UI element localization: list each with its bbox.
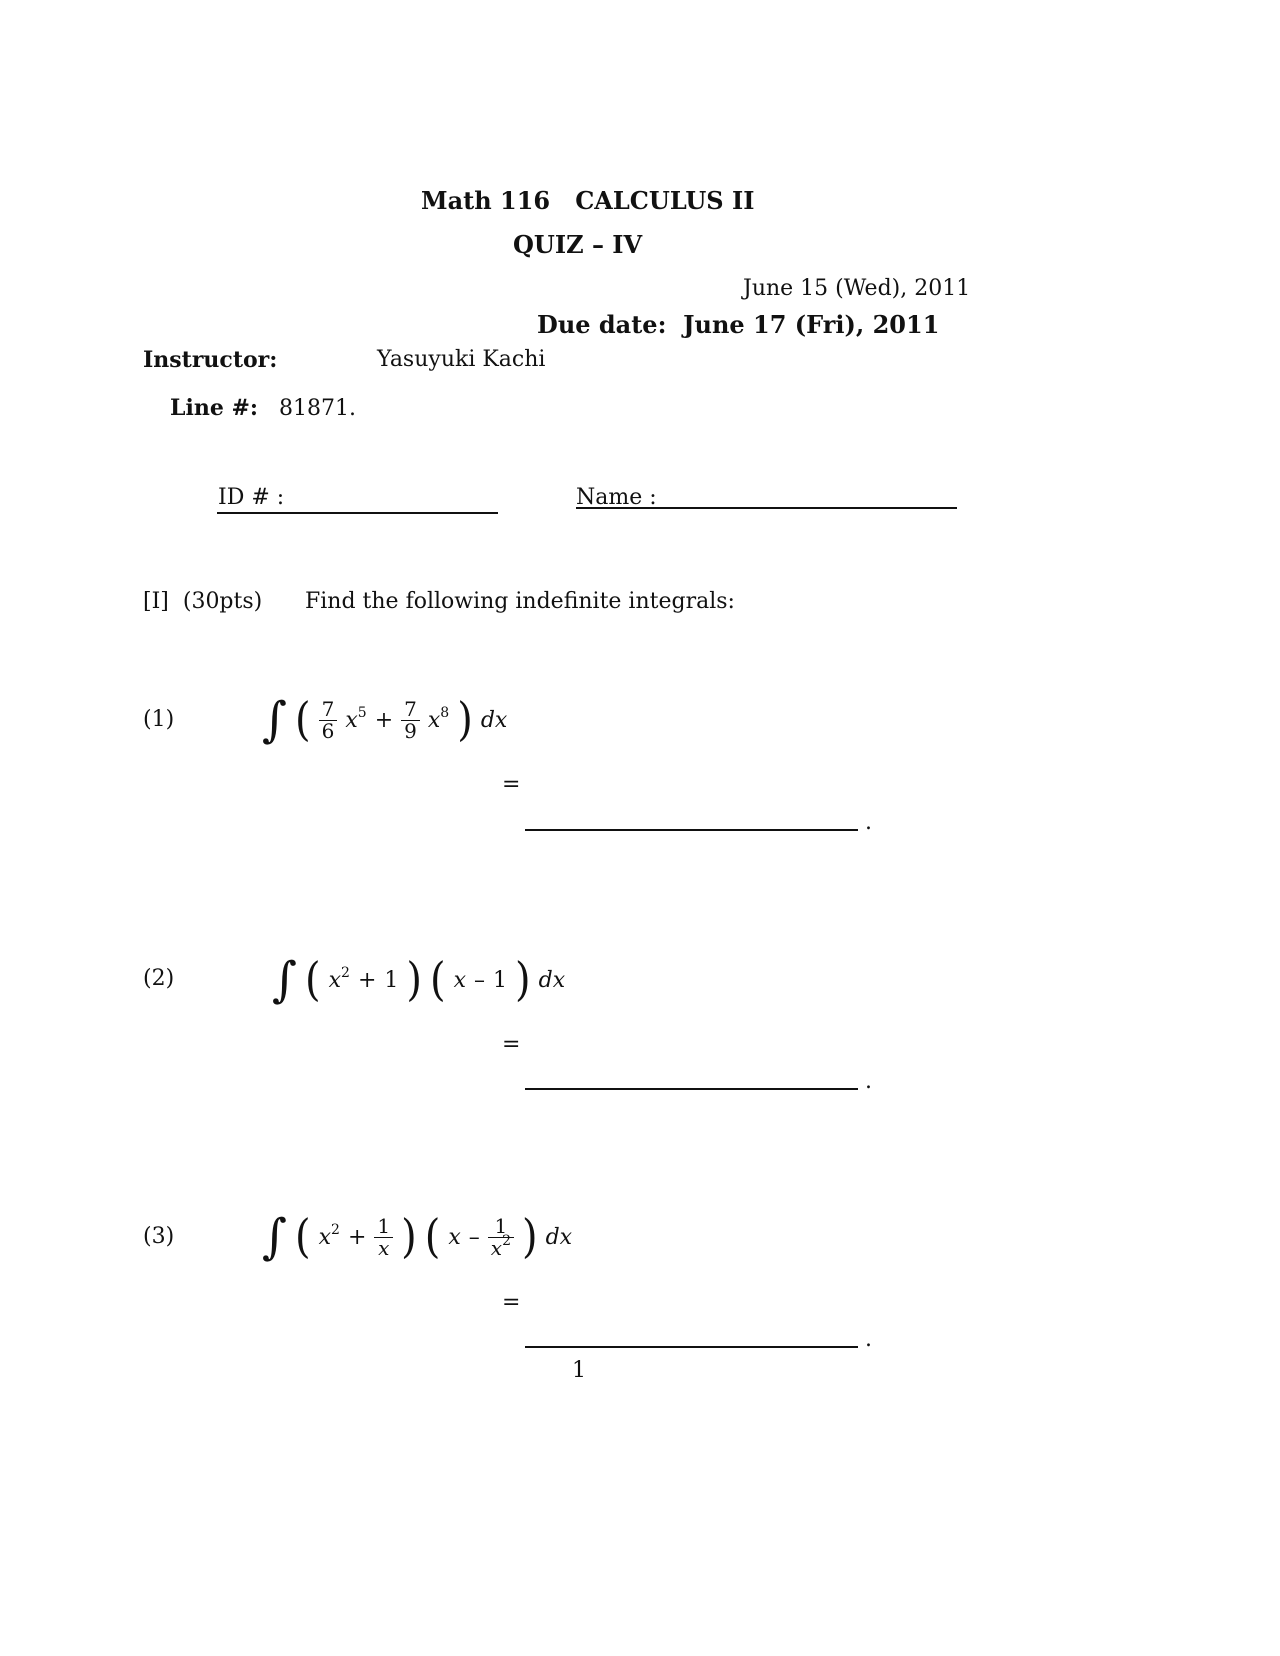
minus-sign: –	[474, 967, 486, 993]
variable: x	[453, 967, 467, 993]
id-field[interactable]	[217, 512, 498, 514]
term: $x^5$	[345, 704, 367, 733]
section-label	[143, 589, 262, 614]
left-paren: (	[295, 1210, 311, 1264]
integral-sign: ∫	[262, 1209, 288, 1265]
due-label: Due date:	[537, 310, 667, 339]
right-paren: )	[406, 953, 423, 1007]
plus-sign: +	[347, 1224, 367, 1250]
term: $x^2$	[318, 1221, 340, 1250]
denominator: x	[374, 1237, 393, 1259]
differential: dx	[545, 1224, 573, 1250]
exponent: 5	[357, 704, 367, 721]
answer-line[interactable]	[525, 1088, 858, 1090]
constant: 1	[384, 967, 399, 993]
equals-sign: =	[502, 1032, 521, 1057]
plus-sign: +	[357, 967, 377, 993]
line-label: Line #:	[170, 395, 259, 421]
left-paren: (	[295, 693, 311, 747]
course-title: CALCULUS II	[575, 186, 755, 215]
left-paren: (	[305, 953, 321, 1007]
differential: dx	[538, 967, 566, 993]
exponent: 2	[502, 1232, 511, 1249]
denominator: 6	[319, 720, 338, 742]
quiz-title: QUIZ – IV	[513, 230, 643, 259]
term: $x^2$	[328, 964, 350, 993]
numerator: 7	[404, 696, 417, 721]
problem-number: (2)	[143, 966, 175, 991]
line-value: 81871.	[279, 396, 357, 421]
answer-period: .	[865, 810, 872, 835]
plus-sign: +	[374, 707, 394, 733]
name-label: Name :	[576, 485, 657, 510]
exponent: 8	[440, 704, 450, 721]
line-number	[170, 395, 356, 421]
course-heading	[421, 186, 754, 215]
name-field[interactable]	[576, 507, 957, 509]
fraction	[401, 696, 420, 743]
right-paren: )	[515, 953, 531, 1007]
right-paren: )	[457, 693, 473, 747]
denominator: 9	[401, 720, 420, 742]
quiz-date: June 15 (Wed), 2011	[743, 276, 971, 301]
answer-period: .	[865, 1327, 872, 1352]
fraction	[374, 1213, 393, 1260]
numerator: 7	[321, 696, 335, 721]
section-instruction: Find the following indefinite integrals:	[305, 589, 735, 614]
constant: 1	[493, 967, 508, 993]
exponent: 2	[341, 964, 350, 981]
fraction	[488, 1213, 514, 1260]
due-date	[537, 310, 939, 339]
numerator: 1	[494, 1213, 508, 1238]
left-paren: (	[424, 1210, 441, 1264]
fraction	[319, 696, 338, 743]
id-label: ID # :	[218, 485, 285, 510]
denominator: $x^2$	[488, 1237, 514, 1259]
due-value: June 17 (Fri), 2011	[683, 310, 940, 339]
section-number: [I]	[143, 589, 169, 614]
answer-period: .	[865, 1069, 872, 1094]
left-paren: (	[430, 953, 446, 1007]
section-points: (30pts)	[182, 589, 263, 614]
page-number: 1	[572, 1358, 586, 1383]
minus-sign: –	[468, 1224, 480, 1250]
problem-1-expression	[262, 690, 507, 750]
problem-2-expression	[272, 950, 565, 1010]
equals-sign: =	[502, 1290, 521, 1315]
problem-3-expression	[262, 1207, 572, 1267]
instructor-label: Instructor:	[143, 347, 278, 373]
exponent: 2	[331, 1221, 340, 1238]
answer-line[interactable]	[525, 829, 858, 831]
differential: dx	[480, 707, 508, 733]
integral-sign: ∫	[262, 692, 288, 748]
course-number: Math 116	[421, 186, 551, 215]
equals-sign: =	[502, 772, 521, 797]
numerator: 1	[377, 1213, 391, 1238]
right-paren: )	[521, 1210, 538, 1264]
variable: x	[448, 1224, 461, 1250]
right-paren: )	[401, 1210, 417, 1264]
instructor-name: Yasuyuki Kachi	[377, 347, 546, 372]
problem-number: (1)	[143, 707, 175, 732]
term: $x^8$	[427, 704, 450, 733]
answer-line[interactable]	[525, 1346, 858, 1348]
problem-number: (3)	[143, 1224, 175, 1249]
integral-sign: ∫	[272, 952, 298, 1008]
